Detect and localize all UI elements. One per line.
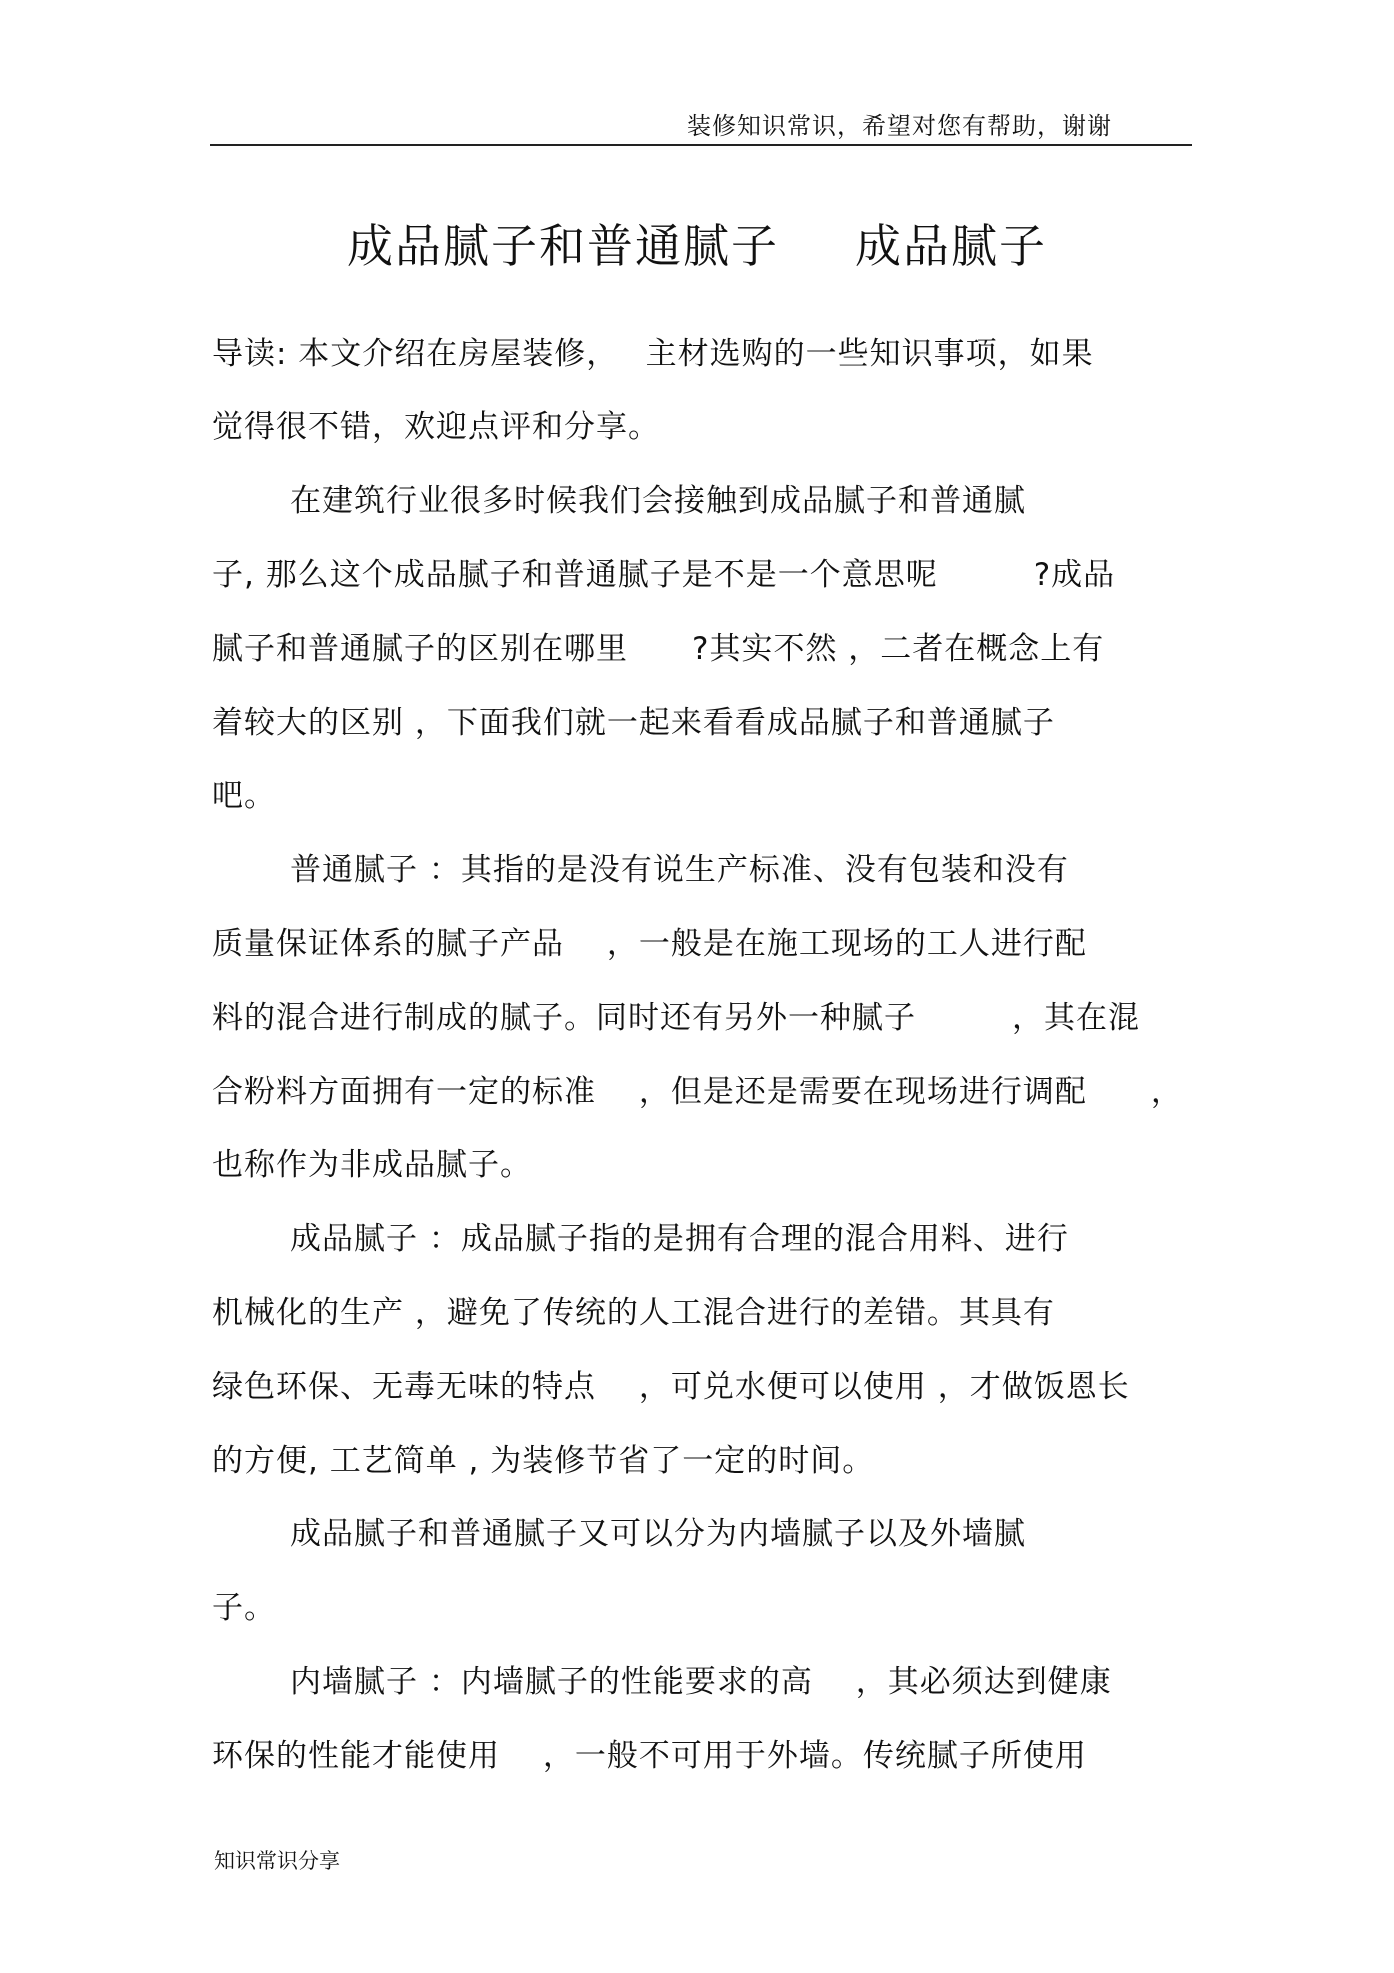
document-title: [0, 210, 1394, 276]
paragraph-line: 在建筑行业很多时候我们会接触到成品腻子和普通腻: [290, 483, 1026, 519]
paragraph-line: 子, 那么这个成品腻子和普通腻子是不是一个意思呢 ?成品: [212, 557, 1116, 593]
paragraph-line: 合粉料方面拥有一定的标准 ，但是还是需要在现场进行调配 ，: [212, 1074, 1183, 1110]
paragraph-line: 料的混合进行制成的腻子。同时还有另外一种腻子 ，其在混: [212, 1000, 1140, 1036]
paragraph-line: 环保的性能才能使用 ，一般不可用于外墙。传统腻子所使用: [212, 1738, 1087, 1774]
paragraph-line: 着较大的区别 ，下面我们就一起来看看成品腻子和普通腻子: [212, 705, 1055, 741]
paragraph-line: 子。: [212, 1590, 276, 1626]
paragraph-line: 腻子和普通腻子的区别在哪里 ?其实不然 ，二者在概念上有: [212, 631, 1105, 667]
paragraph-line: 也称作为非成品腻子。: [212, 1147, 532, 1183]
page-footer: 知识常识分享: [214, 1849, 340, 1873]
title-part-2: 成品腻子: [855, 219, 1047, 273]
paragraph-line: 觉得很不错，欢迎点评和分享。: [212, 409, 660, 445]
title-part-1: 成品腻子和普通腻子: [347, 219, 779, 273]
paragraph-line: 的方便, 工艺简单 , 为装修节省了一定的时间。: [212, 1443, 875, 1479]
paragraph-line: 导读: 本文介绍在房屋装修， 主材选购的一些知识事项，如果: [212, 336, 1094, 372]
header-text: 装修知识常识，希望对您有帮助，谢谢: [687, 112, 1112, 140]
paragraph-line: 绿色环保、无毒无味的特点 ，可兑水便可以使用 ，才做饭恩长: [212, 1369, 1130, 1405]
paragraph-line: 普通腻子 ：其指的是没有说生产标准、没有包装和没有: [290, 852, 1069, 888]
page-header: [210, 98, 1192, 146]
paragraph-line: 机械化的生产 ，避免了传统的人工混合进行的差错。其具有: [212, 1295, 1055, 1331]
paragraph-line: 成品腻子和普通腻子又可以分为内墙腻子以及外墙腻: [290, 1516, 1026, 1552]
paragraph-line: 吧。: [212, 778, 276, 814]
paragraph-line: 内墙腻子 ：内墙腻子的性能要求的高 ，其必须达到健康: [290, 1664, 1112, 1700]
paragraph-line: 成品腻子 ：成品腻子指的是拥有合理的混合用料、进行: [290, 1221, 1069, 1257]
paragraph-line: 质量保证体系的腻子产品 ，一般是在施工现场的工人进行配: [212, 926, 1087, 962]
